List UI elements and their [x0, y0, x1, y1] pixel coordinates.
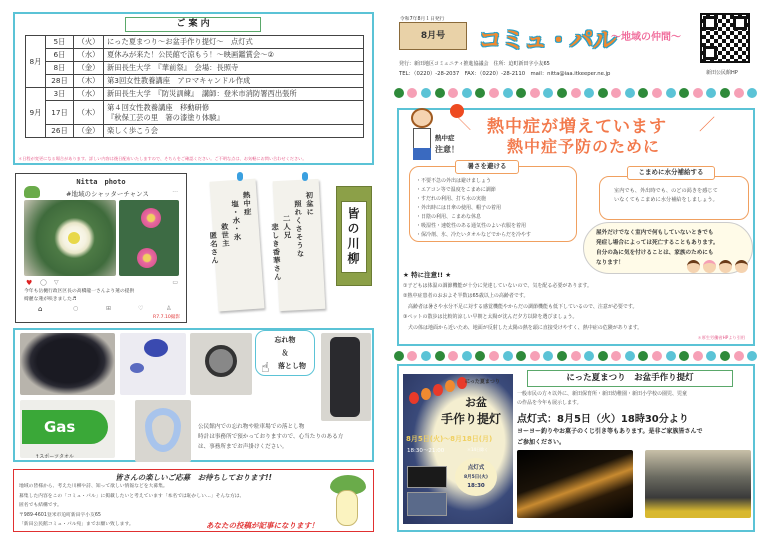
- hydration-box: [599, 176, 749, 220]
- lanterns-night-photo: [517, 450, 633, 518]
- lantern-icon: [421, 388, 431, 400]
- poster-photo-lanterns: [407, 466, 447, 488]
- qr-code[interactable]: [700, 13, 750, 63]
- issue-date: 令和7年8月１日発行: [400, 17, 445, 22]
- mascot-body: [336, 490, 358, 526]
- issue-label: 8月号: [420, 31, 446, 41]
- festival-extra: [517, 426, 703, 448]
- day-cell: 6日: [46, 49, 74, 62]
- heatstroke-badge: [435, 132, 459, 156]
- poem-author: 匿名さん: [209, 231, 221, 266]
- caution-item: ①子どもは体温の調節機能が十分に発達していないので、気を配る必要があります。: [403, 282, 592, 289]
- towel-logo: Gas: [22, 410, 108, 444]
- avoid-heat-box: [409, 166, 577, 242]
- event-cell: 新田長生大学 『華前祭』 会場：長照寺: [104, 62, 364, 75]
- poster-period: 8月5日(火)～8月18日(月): [406, 435, 493, 443]
- person-head: [719, 260, 732, 273]
- issue-sign: [399, 22, 467, 50]
- recruit-title: 皆さんの楽しいご応募 お待ちしております!!: [115, 473, 272, 482]
- event-cell: 第3回女性教養講座 アロマキャンドル作成: [104, 75, 364, 88]
- heart-outline-icon[interactable]: ♡: [138, 305, 144, 312]
- photo-caption-2: 綺麗な蓮が咲きました♬: [24, 297, 77, 302]
- table-row: [26, 75, 364, 88]
- medical-staff-illustration: [687, 260, 751, 286]
- rose-pattern: [130, 363, 144, 373]
- weekday-cell: （金）: [74, 62, 104, 75]
- source-note: ＊厚生労働省HPより引用: [697, 335, 745, 340]
- list-item: ・不要不急の外出は避けましょう: [416, 178, 492, 184]
- lantern-icon: [433, 384, 443, 396]
- contact-info: TEL：（0220）-28-2037 FAX：（0220）-28-2110 mail：nitta@iaa.itkeeper.ne.jp: [399, 71, 611, 77]
- text-line: 時計は事務所で預かっておりますので、心当たりのある方: [198, 434, 344, 440]
- profile-icon[interactable]: ♙: [166, 305, 172, 312]
- senryu-card-1: [210, 179, 265, 312]
- table-row: [26, 101, 364, 125]
- lost-found-text: [198, 422, 343, 452]
- comment-icon[interactable]: ◯: [40, 279, 47, 286]
- person-head: [735, 260, 748, 273]
- search-icon[interactable]: ○: [73, 305, 79, 312]
- newsletter-subtitle: ～地域の仲間～: [611, 32, 681, 43]
- heatstroke-panel: [397, 108, 755, 346]
- watch-photo: [190, 333, 252, 395]
- text-line: は、事務所までお声掛けください。: [198, 444, 288, 450]
- avoid-heat-title: 暑さを避ける: [455, 160, 519, 174]
- headline-1: 熱中症が増えています: [487, 117, 667, 137]
- photo-caption-1: 今年も岳樋行政区区長の高橋龍一さんより蓮の提供: [24, 289, 135, 294]
- month-cell: 8月: [26, 36, 46, 88]
- lantern-icon: [409, 392, 419, 404]
- weekday-cell: （火）: [74, 36, 104, 49]
- newsletter-title: コミュ・パル: [478, 26, 616, 54]
- poster-note: ＊14日除く: [467, 447, 489, 452]
- white-lotus-photo: [24, 200, 116, 276]
- day-cell: 8日: [46, 62, 74, 75]
- poster-lighting-badge: [455, 458, 497, 496]
- remote-photo: [321, 333, 371, 421]
- poem-line: 塩・水・氷: [230, 199, 243, 242]
- hp-label: 新田公民館HP: [706, 70, 738, 76]
- event-cell: 夏休みが来た！公民館で涼もう！～映画鑑賞会～②: [104, 49, 364, 62]
- text-line: 公民館内での忘れ物や駐車場での落とし物: [198, 424, 305, 430]
- guide-panel: [13, 12, 374, 165]
- photo-date: R7.7.10撮影: [153, 315, 180, 320]
- text-line: の作品を今年も展示します。: [517, 400, 582, 406]
- text-line: いなくてもこまめに水分補給をしましょう。: [614, 197, 718, 203]
- share-icon[interactable]: ▽: [54, 279, 59, 286]
- list-item: ・エアコン等で温度をこまめに調節: [416, 187, 496, 193]
- lighting-ceremony: 点灯式：8月5日（火）18時30分より: [517, 414, 689, 425]
- festival-poster: [403, 374, 513, 524]
- heart-icon[interactable]: ♥: [26, 279, 33, 287]
- pushpin-icon: [237, 172, 243, 181]
- list-item: ・すだれの利用、打ち水の実施: [416, 196, 487, 202]
- qr-finder: [703, 46, 717, 60]
- day-cell: 17日: [46, 101, 74, 125]
- text-line: 発症し場合によっては死亡することもあります。: [596, 240, 719, 246]
- pushpin-icon: [302, 172, 308, 181]
- badge-line: 点灯式: [467, 465, 485, 471]
- more-icon: ···: [172, 189, 178, 196]
- summer-deco-row: [392, 85, 768, 101]
- text-line: ヨーヨー釣りやお菓子のくじ引き等もあります。是非ご家族皆さんで: [517, 428, 703, 435]
- guide-note: ＊日程が変更になる場合があります。詳しい内容は後日配布いたしますので、そちらをご確認ください。ご不明な点は、お気軽にお問い合わせください。: [18, 156, 307, 161]
- event-cell: 新田長生大学 『防災訓練』 講師：登米市消防署西出張所: [104, 88, 364, 101]
- lotus-flower: [141, 208, 161, 228]
- weekday-cell: （木）: [74, 101, 104, 125]
- schedule-table: [25, 35, 364, 138]
- caution-item: 犬の体は地面から近いため、地面が反射した太陽の熱を頭に直接受けやすく、熱中症の危険があります。: [403, 324, 643, 331]
- hydration-text: [614, 187, 718, 205]
- cooling-ring: [145, 408, 181, 452]
- month-cell: 9月: [26, 88, 46, 138]
- caution-item: ③ペットの散歩は比較的涼しい早朝と太陽が沈んだ夕方以降を選びましょう。: [403, 314, 578, 320]
- badge-line: 8月5日(火): [464, 475, 488, 480]
- text-line: 室内でも、外出時でも、のどの渇きを感じて: [614, 188, 718, 194]
- avoid-heat-list: [416, 177, 531, 240]
- remote-body: [330, 337, 360, 417]
- slash-deco: ／: [699, 115, 716, 134]
- hashtag: #地域のシャッターチャンス: [66, 190, 149, 198]
- event-cell: [104, 101, 364, 125]
- lotus-flower: [137, 248, 157, 268]
- photo-card-header: Nitta photo: [76, 178, 126, 186]
- lantern-icon: [445, 380, 455, 392]
- hydration-title: こまめに水分補給する: [627, 166, 715, 180]
- list-item: ・日陰の利用、こまめな休息: [416, 214, 482, 220]
- poster-title-1: お盆: [465, 396, 487, 409]
- handkerchief-photo: [120, 333, 186, 395]
- badge-line: 18:30: [467, 483, 485, 489]
- bubble-line: ＆: [281, 349, 289, 357]
- text-line: 自分の為に気を付けることは、家族のためにも: [596, 250, 714, 256]
- text-line: なります！: [596, 260, 624, 266]
- weekday-cell: （水）: [74, 49, 104, 62]
- poem-author: 悲しき香華さん: [270, 222, 283, 282]
- add-icon[interactable]: ⊞: [106, 305, 112, 312]
- text-line: 募集した内容をこの「コミュ・パル」に掲載したいと考えています「本名では恥かしい…」そんな方は、: [19, 493, 245, 499]
- poster-title-2: 手作り提灯: [441, 412, 502, 426]
- slash-deco: ＼: [457, 117, 471, 133]
- festival-panel: [397, 364, 755, 532]
- text-line: 地域の皆様から、考えた川柳や詩、知って欲しい情報などを大募集。: [19, 484, 168, 489]
- weekday-cell: （水）: [74, 88, 104, 101]
- bubble-line: 忘れ物: [274, 336, 296, 344]
- table-row: [26, 62, 364, 75]
- day-cell: 26日: [46, 125, 74, 138]
- mascot-icon: [24, 186, 40, 198]
- hat-photo: [20, 333, 115, 395]
- rose-pattern: [144, 339, 168, 357]
- caution-item: 高齢者は暑さや水分不足に対する感覚機能やからだの調節機能も低下しているので、注意が必要です。: [403, 303, 638, 310]
- lost-found-panel: [13, 328, 374, 462]
- event-line: 『秋保工芸の里 箸の漆塗り体験』: [107, 112, 224, 122]
- poem-line: 照れくさそうな: [293, 199, 306, 259]
- publisher-info: 発行：新田地区コミュニティ推進協議会 住所：迫町新田字小友65: [399, 61, 550, 67]
- recruit-highlight: あなたの投稿が記事になります！: [206, 521, 319, 530]
- weekday-cell: （木）: [74, 75, 104, 88]
- poster-top: にった夏まつり: [465, 379, 500, 385]
- pointing-hand-icon: ☝: [261, 360, 270, 376]
- scroll-inner: 皆の川柳: [341, 201, 367, 273]
- table-row: [26, 36, 364, 49]
- festival-desc: [517, 390, 687, 408]
- caution-section: [403, 270, 642, 333]
- poem-line: 初盆に: [305, 191, 316, 217]
- qr-finder: [703, 16, 717, 30]
- pink-lotus-photo: [119, 200, 179, 276]
- poster-photo-crowd: [407, 492, 447, 516]
- boy-illustration: [409, 108, 435, 168]
- table-row: [26, 49, 364, 62]
- person-head: [687, 260, 700, 273]
- home-icon[interactable]: ⌂: [38, 305, 43, 313]
- table-row: [26, 88, 364, 101]
- day-cell: 5日: [46, 36, 74, 49]
- poem-line: 救世主: [220, 222, 232, 248]
- poster-hours: 18:30～21:00: [407, 448, 445, 454]
- headline-2: 熱中症予防のために: [507, 137, 661, 156]
- caution-item: ②熱中症患者のおおよそ半数は65歳以上の高齢者です。: [403, 293, 529, 299]
- list-item: ・保冷剤、氷、冷たいタオルなどでからだを冷やす: [416, 232, 532, 238]
- table-row: [26, 125, 364, 138]
- photo-card: [15, 173, 187, 323]
- day-cell: 28日: [46, 75, 74, 88]
- day-cell: 3日: [46, 88, 74, 101]
- guide-title: ご 案 内: [125, 17, 261, 32]
- text-line: ご参加ください。: [517, 439, 566, 446]
- qr-finder: [733, 16, 747, 30]
- cooling-ring-photo: [135, 400, 191, 462]
- badge-line: 熱中症: [435, 134, 455, 142]
- text-line: 匿名でも結構です。: [19, 503, 62, 508]
- poem-line: 熱中症: [242, 190, 253, 217]
- bookmark-icon[interactable]: ▭: [172, 279, 178, 286]
- festival-title: にった夏まつり お盆手作り提灯: [527, 370, 733, 387]
- caution-title: ★ 特に注意!! ★: [403, 271, 452, 279]
- text-line: 屋外だけでなく室内で何もしていないときでも: [596, 230, 714, 236]
- bubble-line: 落とし物: [278, 362, 306, 370]
- boy-head: [411, 108, 433, 128]
- text-line: 「新田公民館コミュ・パル宛」までお願い致します。: [19, 522, 134, 527]
- hanging-scroll: [336, 186, 372, 286]
- watch-face: [205, 345, 237, 377]
- event-cell: 楽しく歩こう会: [104, 125, 364, 138]
- recruit-panel: [13, 469, 374, 532]
- poem-line: 二人兄: [282, 214, 293, 240]
- list-item: ・外出時には日傘の使用、帽子の着用: [416, 205, 502, 211]
- list-item: ・吸湿性・速乾性のある通気性のよい衣服を着用: [416, 223, 527, 229]
- lotus-center: [68, 232, 80, 244]
- text-line: 〒989-4601登米市迫町新田字小友65: [19, 512, 101, 518]
- summer-deco-row: [392, 348, 768, 364]
- badge-line: 注意！: [435, 145, 459, 154]
- boy-shorts: [413, 148, 431, 160]
- towel-label: ↑スポーツタオル: [35, 454, 74, 460]
- text-line: 一般市民の方々以外に、新田保育所・新田幼稚園・新田小学校の園児、児童: [517, 391, 688, 397]
- towel-photo: [20, 400, 115, 458]
- senryu-card-2: [270, 179, 326, 311]
- weekday-cell: （金）: [74, 125, 104, 138]
- boy-body: [413, 128, 431, 150]
- person-head: [703, 260, 716, 273]
- event-line: 第４回女性教養講座 移動研修: [107, 102, 210, 112]
- festival-crowd-photo: [645, 450, 751, 518]
- event-cell: にった夏まつり～お盆手作り提灯～ 点灯式: [104, 36, 364, 49]
